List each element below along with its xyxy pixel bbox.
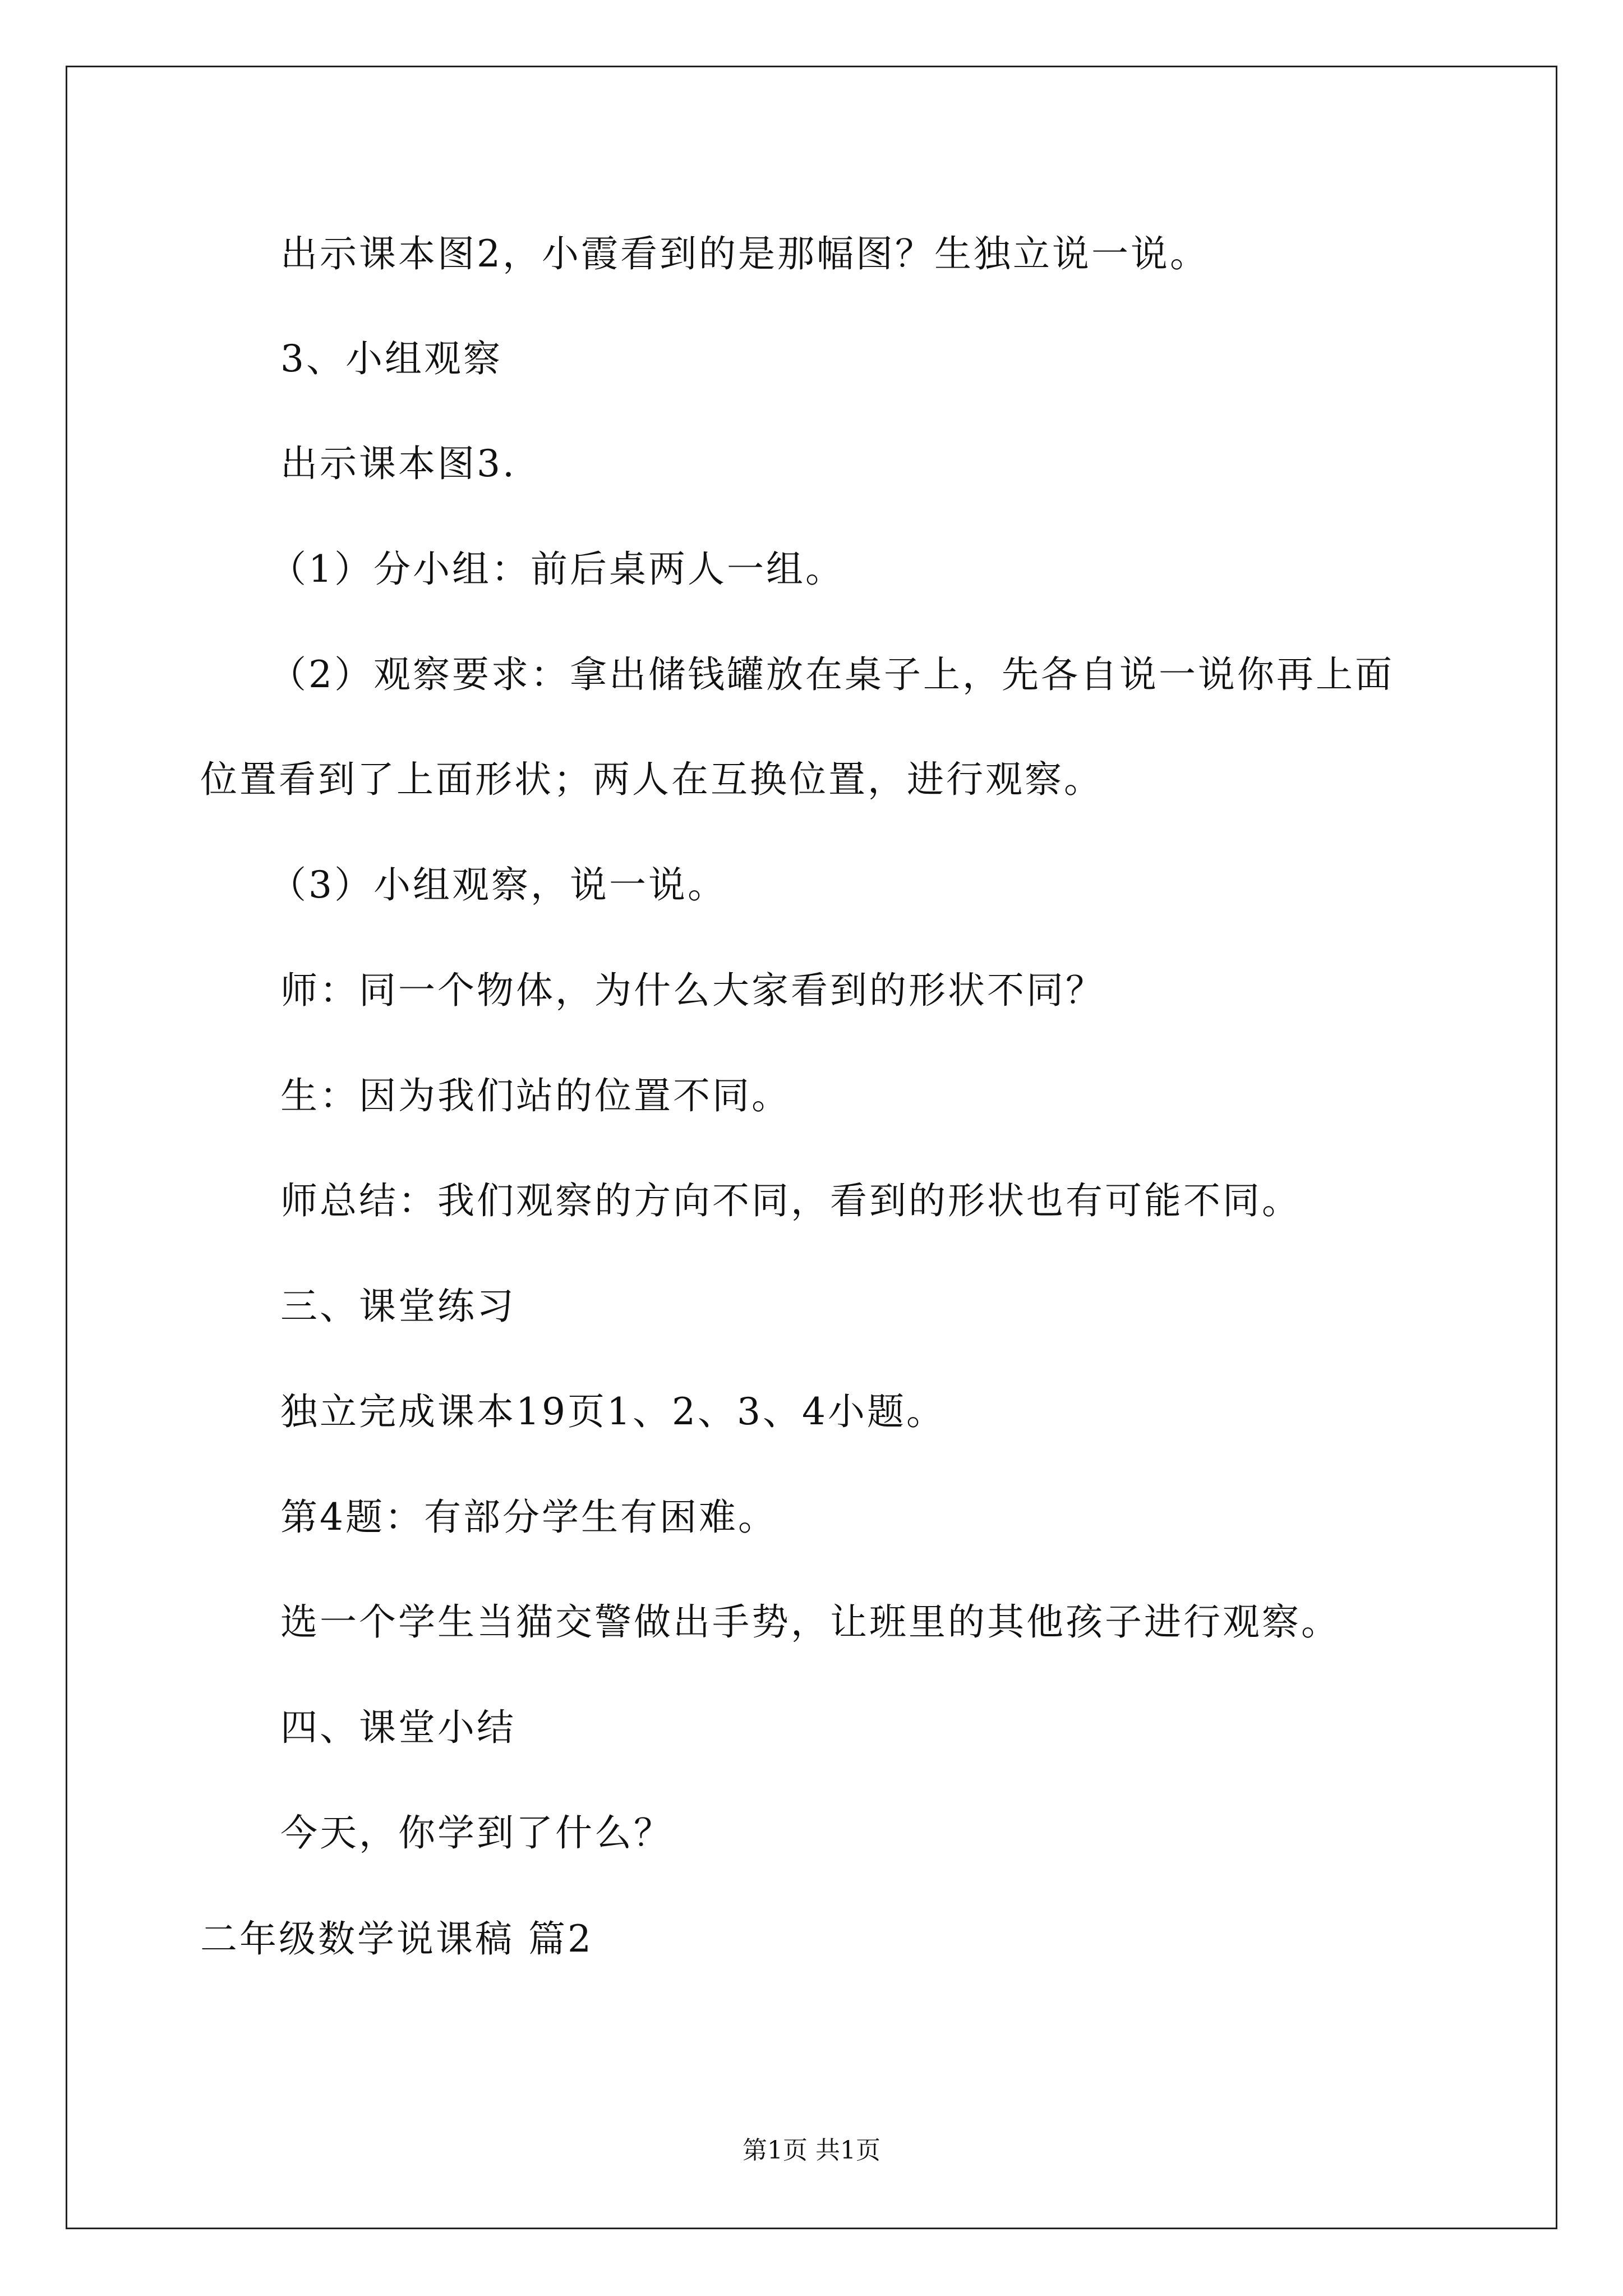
paragraph-line: （3）小组观察，说一说。 (269, 863, 727, 907)
paragraph-line: 第4题：有部分学生有困难。 (280, 1496, 777, 1539)
section-heading: 四、课堂小结 (280, 1706, 516, 1749)
paragraph-line: 选一个学生当猫交警做出手势，让班里的其他孩子进行观察。 (280, 1600, 1340, 1644)
paragraph-line: 今天，你学到了什么？ (280, 1811, 673, 1855)
paragraph-line: 独立完成课本19页1、2、3、4小题。 (280, 1390, 946, 1433)
paragraph-line: 出示课本图3. (280, 442, 517, 485)
paragraph-line: 生：因为我们站的位置不同。 (280, 1074, 791, 1117)
paragraph-line: 出示课本图2，小霞看到的是那幅图？生独立说一说。 (280, 232, 1209, 275)
document-title: 二年级数学说课稿 篇2 (200, 1917, 593, 1961)
section-heading: 3、小组观察 (280, 337, 502, 380)
page-footer: 第1页 共1页 (743, 2136, 880, 2165)
paragraph-line: 师总结：我们观察的方向不同，看到的形状也有可能不同。 (280, 1179, 1301, 1222)
paragraph-line: 师：同一个物体，为什么大家看到的形状不同？ (280, 969, 1105, 1012)
paragraph-line: （1）分小组：前后桌两人一组。 (269, 547, 845, 591)
section-heading: 三、课堂练习 (280, 1285, 516, 1328)
paragraph-line: 位置看到了上面形状；两人在互换位置，进行观察。 (200, 758, 1103, 801)
paragraph-line: （2）观察要求：拿出储钱罐放在桌子上，先各自说一说你再上面 (269, 653, 1394, 696)
